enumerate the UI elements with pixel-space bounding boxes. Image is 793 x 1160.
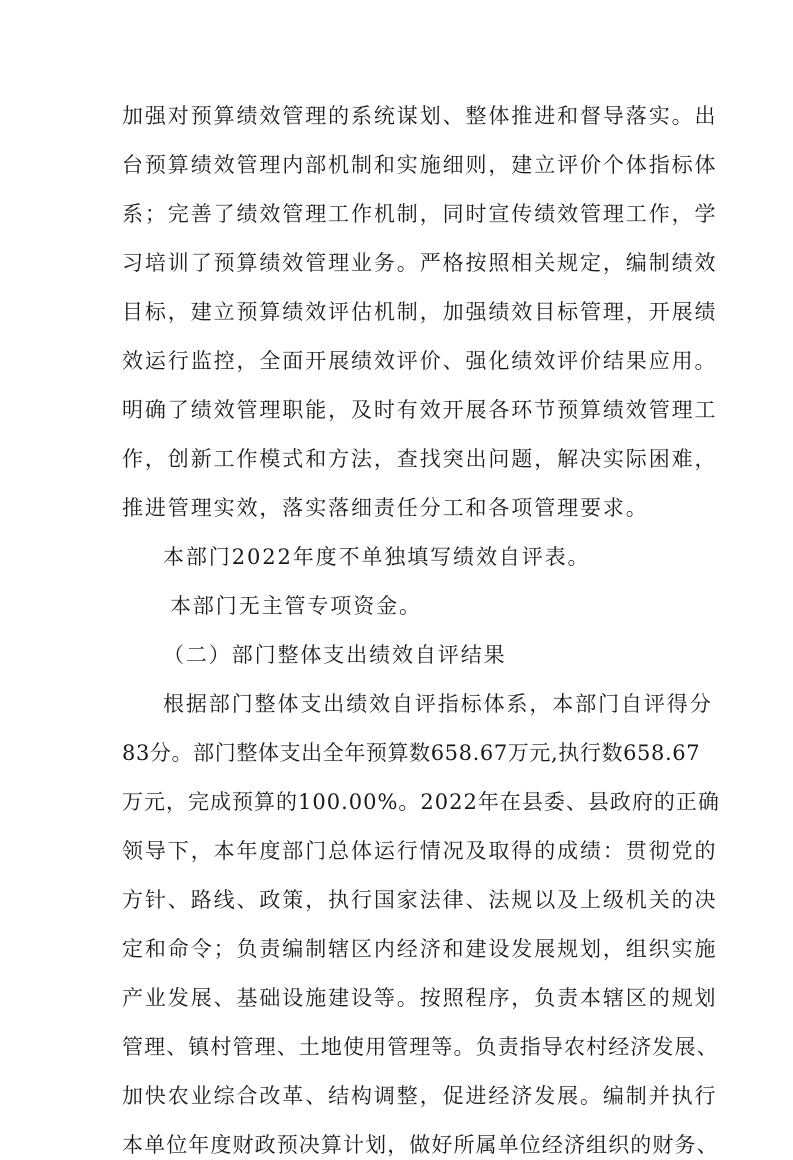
text-line-11: 本部门无主管专项资金。 [170, 594, 422, 618]
text-line-18: 定和命令；负责编制辖区内经济和建设发展规划，组织实施 [122, 937, 718, 961]
text-line-2: 台预算绩效管理内部机制和实施细则，建立评价个体指标体 [122, 153, 718, 177]
text-line-16: 领导下，本年度部门总体运行情况及取得的成绩：贯彻党的 [122, 839, 718, 863]
text-line-20: 管理、镇村管理、土地使用管理等。负责指导农村经济发展、 [122, 1035, 719, 1059]
text-line-21: 加快农业综合改革、结构调整，促进经济发展。编制并执行 [122, 1084, 718, 1108]
section-heading: （二）部门整体支出绩效自评结果 [163, 643, 507, 667]
text-line-3: 系；完善了绩效管理工作机制，同时宣传绩效管理工作，学 [122, 202, 718, 226]
text-line-1: 加强对预算绩效管理的系统谋划、整体推进和督导落实。出 [122, 104, 718, 128]
text-line-7: 明确了绩效管理职能，及时有效开展各环节预算绩效管理工 [122, 398, 718, 422]
text-line-19: 产业发展、基础设施建设等。按照程序，负责本辖区的规划 [122, 986, 718, 1010]
text-line-14: 83分。部门整体支出全年预算数658.67万元,执行数658.67 [122, 741, 701, 765]
text-line-22: 本单位年度财政预决算计划，做好所属单位经济组织的财务、 [122, 1133, 719, 1157]
text-line-5: 目标，建立预算绩效评估机制，加强绩效目标管理，开展绩 [122, 300, 718, 324]
text-line-8: 作，创新工作模式和方法，查找突出问题，解决实际困难， [122, 447, 718, 471]
text-line-9: 推进管理实效，落实落细责任分工和各项管理要求。 [122, 496, 649, 520]
text-line-10: 本部门2022年度不单独填写绩效自评表。 [163, 545, 591, 569]
text-line-4: 习培训了预算绩效管理业务。严格按照相关规定，编制绩效 [122, 251, 718, 275]
text-line-6: 效运行监控，全面开展绩效评价、强化绩效评价结果应用。 [122, 349, 718, 373]
text-line-15: 万元，完成预算的100.00%。2022年在县委、县政府的正确 [122, 790, 720, 814]
text-line-17: 方针、路线、政策，执行国家法律、法规以及上级机关的决 [122, 888, 718, 912]
text-line-13: 根据部门整体支出绩效自评指标体系，本部门自评得分 [163, 692, 713, 716]
